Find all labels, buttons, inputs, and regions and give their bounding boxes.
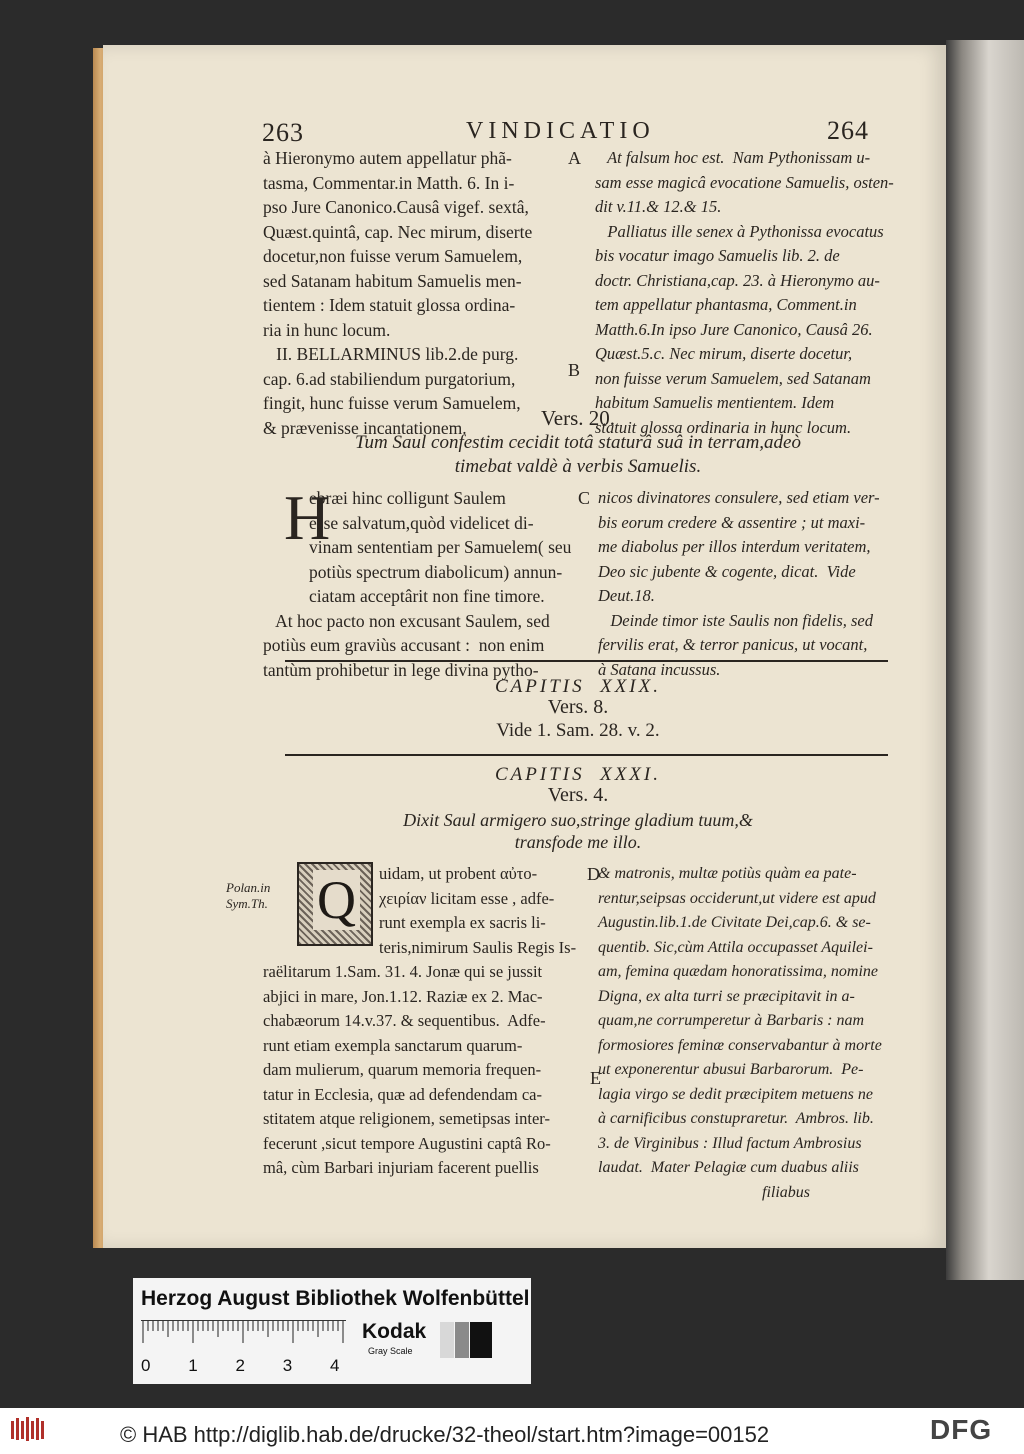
capitis-31-vers: Vers. 4. <box>547 784 609 806</box>
capitis-31-quote-line2: transfode me illo. <box>514 832 642 852</box>
text-line: Deut.18. <box>598 586 655 605</box>
middle-right-column <box>598 486 880 682</box>
margin-note-line: Polan.in <box>226 880 271 895</box>
ruler-numbers: 0 1 2 3 4 <box>141 1356 340 1375</box>
margin-note-line: Sym.Th. <box>226 896 268 911</box>
text-line: filiabus <box>598 1183 811 1201</box>
page-number-left: 263 <box>262 118 304 147</box>
text-line: fingit, hunc fuisse verum Samuelem, <box>263 393 521 413</box>
text-line: Quæst.5.c. Nec mirum, diserte docetur, <box>595 344 853 363</box>
text-line: à Hieronymo autem appellatur phã- <box>263 148 512 168</box>
margin-letter-d: D <box>587 864 600 884</box>
text-line: χειρίαν licitam esse , adfe- <box>379 888 555 908</box>
text-line: stitatem atque religionem, semetipsas inter- <box>263 1109 550 1128</box>
text-line: & matronis, multæ potiùs quàm ea pate- <box>598 865 857 882</box>
text-line: fecerunt ,sicut tempore Augustini captâ Ro- <box>263 1133 551 1153</box>
divider-rule-2 <box>285 754 888 756</box>
text-line: nicos divinatores consulere, sed etiam ver- <box>598 488 880 507</box>
text-line: me diabolus per illos interdum veritatem, <box>598 537 871 556</box>
page-number-right: 264 <box>827 116 869 145</box>
text-line: uidam, ut probent αὐτο- <box>379 864 538 883</box>
gray-swatch-mid <box>455 1322 469 1358</box>
gray-swatch-light <box>440 1322 454 1358</box>
vers-20-heading: Vers. 20. <box>540 406 616 430</box>
ornamental-initial-letter: Q <box>313 870 360 930</box>
text-line: à carnificibus constupraretur. Ambros. lib. <box>598 1110 874 1127</box>
divider-rule-1 <box>285 660 888 662</box>
capitis-29-heading: CAPITIS XXIX. <box>494 676 661 697</box>
capitis-29-vers: Vers. 8. <box>547 696 609 718</box>
text-line: tasma, Commentar.in Matth. 6. In i- <box>263 172 515 193</box>
text-line: II. BELLARMINUS lib.2.de purg. <box>263 344 519 364</box>
dfg-logo: DFG <box>930 1414 993 1445</box>
text-line: At falsum hoc est. Nam Pythonissam u- <box>595 148 871 167</box>
capitis-31-quote-line1: Dixit Saul armigero suo,stringe gladium tuum,& <box>403 810 753 830</box>
text-line: dam mulierum, quarum memoria frequen- <box>263 1060 542 1079</box>
footer-copyright-link[interactable]: © HAB http://diglib.hab.de/drucke/32-theol/start.htm?image=00152 <box>120 1422 770 1447</box>
top-right-column <box>595 146 894 440</box>
text-line: teris,nimirum Saulis Regis Is- <box>379 937 577 957</box>
bottom-right-column <box>598 862 882 1205</box>
ruler <box>141 1320 346 1357</box>
margin-letter-e: E <box>590 1068 601 1088</box>
text-line: & prævenisse incantationem. <box>263 417 467 438</box>
text-line: formosiores feminæ conservabantur à morte <box>598 1036 882 1054</box>
text-line: tem appellatur phantasma, Comment.in <box>595 295 857 314</box>
vers-20-quote-line2: timebat valdè à verbis Samuelis. <box>454 456 702 477</box>
text-line: chabæorum 14.v.37. & sequentibus. Adfe- <box>263 1011 546 1030</box>
text-line: vinam sententiam per Samuelem( seu <box>309 537 572 557</box>
text-line: ebræi hinc colligunt Saulem <box>309 488 506 508</box>
text-line: fervilis erat, & terror panicus, ut vocant, <box>598 635 868 654</box>
text-line: sam esse magicâ evocatione Samuelis, osten- <box>595 172 894 192</box>
running-title: VINDICATIO <box>466 118 655 144</box>
middle-left-column <box>263 482 572 682</box>
text-line: Digna, ex alta turri se præcipitavit in a- <box>598 987 855 1005</box>
text-line: 3. de Virginibus : Illud factum Ambrosius <box>598 1134 862 1152</box>
text-line: cap. 6.ad stabiliendum purgatorium, <box>263 368 516 389</box>
text-line: lagia virgo se dedit præcipitem metuens ne <box>598 1085 873 1103</box>
text-line: potiùs eum graviùs accusant : non enim <box>263 635 545 655</box>
top-left-column <box>263 146 532 440</box>
margin-letter-a: A <box>568 148 581 168</box>
hab-logo-icon <box>10 1415 46 1443</box>
text-line: Augustin.lib.1.de Civitate Dei,cap.6. & se- <box>598 914 871 931</box>
text-line: doctr. Christiana,cap. 23. à Hieronymo au- <box>595 270 880 290</box>
text-line: bis vocatur imago Samuelis lib. 2. de <box>595 246 840 265</box>
text-line: esse salvatum,quòd videlicet di- <box>309 512 534 533</box>
gray-scale-label: Gray Scale <box>368 1346 413 1356</box>
text-line: runt etiam exempla sanctarum quarum- <box>263 1035 523 1055</box>
text-line: potiùs spectrum diabolicum) annun- <box>309 561 563 582</box>
text-line: Palliatus ille senex à Pythonissa evocatus <box>595 221 884 241</box>
capitis-31-heading: CAPITIS XXXI. <box>494 764 661 785</box>
text-line: ciatam acceptârit non fine timore. <box>309 586 545 606</box>
gray-swatch-dark <box>470 1322 492 1358</box>
text-line: rentur,seipsas occiderunt,ut videre est apud <box>598 889 876 907</box>
text-line: dit v.11.& 12.& 15. <box>595 197 722 216</box>
text-line: non fuisse verum Samuelem, sed Satanam <box>595 368 871 388</box>
text-line: ut exponerentur abusui Barbarorum. Pe- <box>598 1061 864 1078</box>
bottom-left-column <box>263 862 576 1181</box>
text-line: bis eorum credere & assentire ; ut maxi- <box>598 512 866 532</box>
text-line: mâ, cùm Barbari injuriam facerent puellis <box>263 1158 539 1177</box>
text-line: runt exempla ex sacris li- <box>379 913 546 932</box>
capitis-29-reference: Vide 1. Sam. 28. v. 2. <box>496 720 660 741</box>
text-line: pso Jure Canonico.Causâ vigef. sextâ, <box>263 197 529 217</box>
text-line: ria in hunc locum. <box>263 319 391 340</box>
ruler-ticks <box>141 1321 346 1345</box>
text-line: am, femina quædam honoratissima, nomine <box>598 963 878 980</box>
text-line: quentib. Sic,cùm Attila occupasset Aquilei- <box>598 938 873 956</box>
margin-letter-b: B <box>568 360 581 380</box>
card-title: Herzog August Bibliothek Wolfenbüttel <box>141 1287 530 1310</box>
text-line: abjici in mare, Jon.1.12. Raziæ ex 2. Mac- <box>263 986 543 1006</box>
next-page-strip <box>946 40 1024 1280</box>
text-line: Matth.6.In ipso Jure Canonico, Causâ 26. <box>595 319 873 339</box>
text-line: tatur in Ecclesia, quæ ad defendendam ca- <box>263 1084 543 1104</box>
text-line: statuit glossa ordinaria in hunc locum. <box>595 417 852 437</box>
kodak-logo: Kodak <box>362 1320 427 1343</box>
drop-cap-h: H <box>284 482 331 553</box>
text-line: Deo sic jubente & cogente, dicat. Vide <box>598 561 856 581</box>
text-line: At hoc pacto non excusant Saulem, sed <box>263 610 550 631</box>
text-line: à Satana incussus. <box>598 659 721 679</box>
text-line: laudat. Mater Pelagiæ cum duabus aliis <box>598 1159 859 1176</box>
text-line: tantùm prohibetur in lege divina pytho- <box>263 659 539 680</box>
text-line: docetur,non fuisse verum Samuelem, <box>263 246 523 266</box>
vers-20-quote-line1: Tum Saul confestim cecidit totâ staturâ suâ in terram,adeò <box>355 432 801 453</box>
text-line: tientem : Idem statuit glossa ordina- <box>263 295 516 315</box>
text-line: sed Satanam habitum Samuelis men- <box>263 270 522 291</box>
text-line: quam,ne corrumperetur à Barbaris : nam <box>598 1012 865 1029</box>
text-line: raëlitarum 1.Sam. 31. 4. Jonæ qui se jussit <box>263 962 543 981</box>
margin-letter-c: C <box>578 488 591 508</box>
text-line: habitum Samuelis mentientem. Idem <box>595 393 835 412</box>
text-line: Quæst.quintâ, cap. Nec mirum, diserte <box>263 221 533 242</box>
text-line: Deinde timor iste Saulis non fidelis, sed <box>598 610 873 630</box>
